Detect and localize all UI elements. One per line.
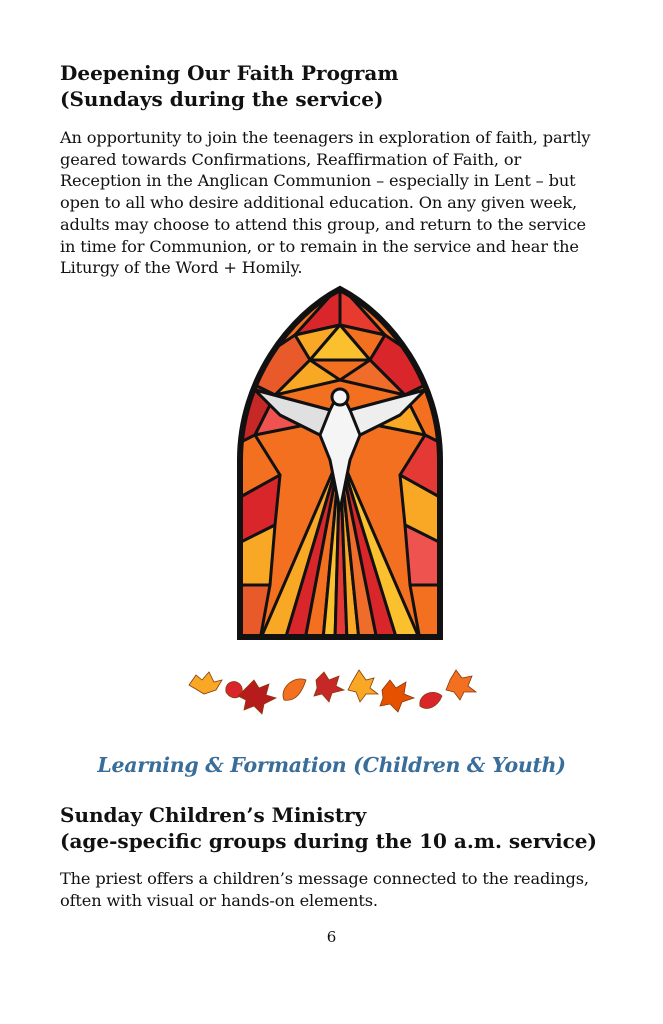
title-line: Deepening Our Faith Program: [60, 61, 399, 85]
stained-glass-dove-icon: [235, 285, 445, 640]
section-body-childrens-ministry: [60, 868, 620, 911]
section-title-childrens-ministry: [60, 802, 620, 854]
body-line: geared towards Confirmations, Reaffirmation of Faith, or: [60, 149, 522, 169]
body-line: Reception in the Anglican Communion – especially in Lent – but: [60, 171, 576, 191]
section-title-deepening-faith: [60, 60, 620, 112]
body-line: in time for Communion, or to remain in the service and hear the: [60, 236, 579, 256]
title-line: (age-specific groups during the 10 a.m. service): [60, 829, 597, 853]
body-line: adults may choose to attend this group, and return to the service: [60, 214, 586, 234]
section-body-deepening-faith: [60, 127, 620, 279]
body-line: open to all who desire additional education. On any given week,: [60, 193, 578, 213]
body-line: Liturgy of the Word + Homily.: [60, 258, 303, 278]
page-number: 6: [326, 928, 337, 946]
section-heading-learning-formation: Learning & Formation (Children & Youth): [97, 753, 566, 777]
body-line: The priest offers a children’s message connected to the readings,: [60, 869, 589, 888]
autumn-leaves-icon: [184, 660, 480, 720]
title-line: (Sundays during the service): [60, 87, 384, 111]
body-line: An opportunity to join the teenagers in exploration of faith, partly: [60, 128, 591, 147]
title-line: Sunday Children’s Ministry: [60, 803, 367, 827]
body-line: often with visual or hands-on elements.: [60, 890, 378, 910]
